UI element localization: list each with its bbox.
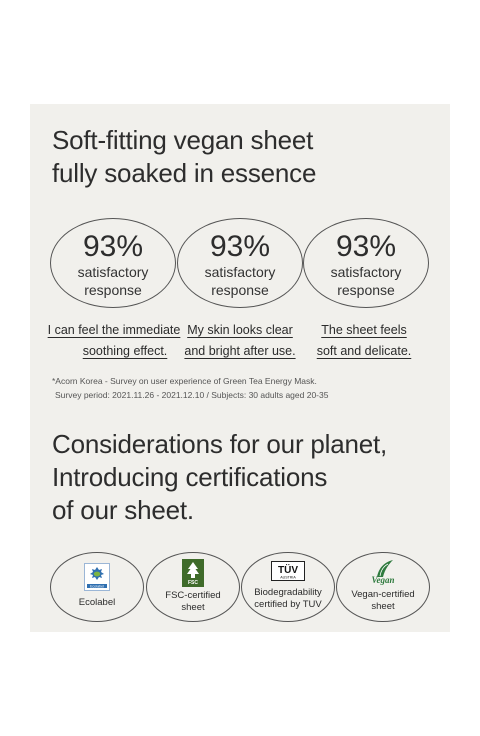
ecolabel-icon [84, 563, 110, 596]
cert-tuv [241, 552, 335, 622]
tuv-logo-subtext: AUSTRIA [280, 575, 296, 580]
cert-label-line: certified by TUV [254, 599, 322, 610]
content-panel [30, 104, 450, 632]
cert-fsc [146, 552, 240, 622]
stat-label: response [211, 282, 269, 298]
cert-label-line: Biodegradability [254, 587, 322, 598]
fsc-logo-text: FSC [188, 580, 198, 586]
stat-quote-3 [296, 320, 432, 362]
footnote-line: *Acorn Korea - Survey on user experience of Green Tea Energy Mask. [52, 376, 317, 386]
cert-label-line: Ecolabel [78, 597, 116, 608]
stat-bubble-1 [50, 218, 176, 308]
cert-label [337, 589, 429, 613]
tuv-icon [271, 561, 305, 586]
cert-label [51, 597, 143, 609]
stat-label: response [337, 282, 395, 298]
cert-vegan [336, 552, 430, 622]
footnote-line: Survey period: 2021.11.26 - 2021.12.10 / Subjects: 30 adults aged 20-35 [55, 390, 329, 400]
cert-label-line: Vegan-certified [351, 589, 415, 600]
quote-line: soothing effect. [82, 344, 168, 358]
stat-label: response [84, 282, 142, 298]
stat-bubble-3 [303, 218, 429, 308]
title-line: Introducing certifications [52, 462, 328, 492]
quote-line: soft and delicate. [316, 344, 412, 358]
stat-label: satisfactory [77, 264, 149, 280]
tuv-logo-text: TÜV [278, 565, 298, 576]
stat-bubble-2 [177, 218, 303, 308]
survey-footnote [52, 374, 328, 402]
stat-quote-2 [172, 320, 308, 362]
stat-value: 93% [335, 230, 397, 263]
vegan-icon [363, 557, 403, 590]
title-line: Considerations for our planet, [52, 429, 388, 459]
quote-line: and bright after use. [184, 344, 296, 358]
stat-label: satisfactory [330, 264, 402, 280]
vegan-logo-text: Vegan [371, 575, 395, 585]
stat-label: satisfactory [204, 264, 276, 280]
stat-value: 93% [209, 230, 271, 263]
cert-label-line: sheet [181, 602, 205, 613]
title-line: fully soaked in essence [52, 158, 317, 188]
section-title-sheet [52, 124, 316, 190]
cert-label [147, 590, 239, 614]
stat-value: 93% [82, 230, 144, 263]
cert-label [242, 587, 334, 611]
title-line: Soft-fitting vegan sheet [52, 125, 314, 155]
quote-line: The sheet feels [321, 323, 407, 337]
quote-line: My skin looks clear [187, 323, 293, 337]
title-line: of our sheet. [52, 495, 194, 525]
ecolabel-logo-text: Ecolabel [90, 584, 104, 589]
cert-label-line: FSC-certified [165, 590, 221, 601]
fsc-icon [182, 559, 204, 592]
quote-line: I can feel the immediate [47, 323, 181, 337]
cert-label-line: sheet [371, 601, 395, 612]
stat-quote-1 [46, 320, 182, 362]
cert-ecolabel [50, 552, 144, 622]
section-title-planet [52, 428, 387, 527]
